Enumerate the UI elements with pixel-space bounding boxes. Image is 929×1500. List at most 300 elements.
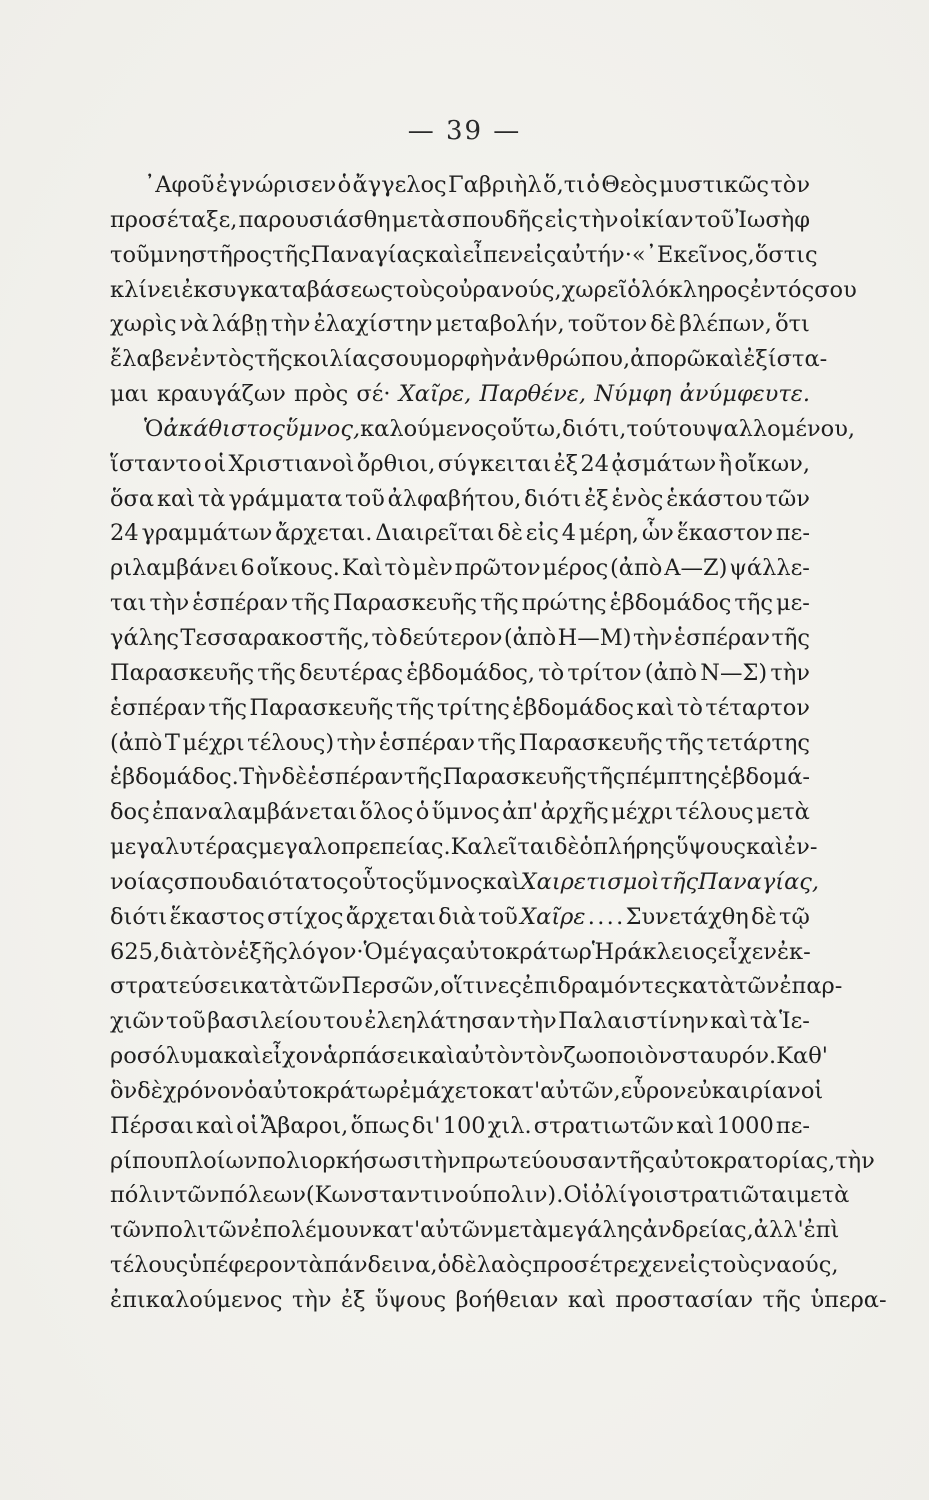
word: ἕκαστος (169, 903, 265, 930)
word: πλοίων (174, 1147, 258, 1174)
word: τὸ (538, 659, 565, 686)
italic-word: Χαῖρε, (398, 381, 472, 408)
word: 24 (110, 520, 139, 547)
word: δὲ (281, 764, 308, 791)
word: ὑπέφερον (188, 1252, 297, 1279)
word: τὸν (197, 938, 238, 965)
word: μέχρι (611, 799, 674, 826)
word: Η—Μ) (557, 624, 632, 651)
word: τῆς (291, 590, 330, 617)
word: Πέρσαι (110, 1112, 194, 1139)
body-text (110, 168, 887, 1318)
word: τῆς (254, 346, 293, 373)
word: μεγαλυτέρας (110, 834, 258, 861)
text-line (110, 865, 820, 900)
word: τῆς (616, 1147, 655, 1174)
word: «᾽Εκεῖνος, (631, 241, 755, 268)
word: ὁ (415, 799, 430, 826)
word: σέ· (356, 381, 391, 408)
word: αὐτῶν (420, 1217, 494, 1244)
word: ἑβδομάδος, (406, 659, 536, 686)
word: διότι (524, 485, 582, 512)
word: με- (776, 590, 810, 617)
word: μεγάλης (547, 1217, 643, 1244)
word: καὶ (482, 868, 521, 895)
word: Ν—Σ) (700, 659, 768, 686)
word: τὴν (770, 659, 810, 686)
text-line (110, 830, 818, 865)
word: μέγας (382, 938, 451, 965)
word: Παρασκευῆς (110, 659, 255, 686)
word: Παρασκευῆς (332, 590, 477, 617)
word: τῶν (735, 973, 780, 1000)
word: οἱ (236, 1112, 259, 1139)
word: λάβῃ (211, 311, 268, 338)
word: ὅλος (359, 799, 414, 826)
word: Χριστιανοὶ (228, 450, 355, 477)
word: 625, (110, 938, 161, 965)
word: . (597, 903, 605, 930)
word: παρουσιάσθη (238, 206, 391, 233)
text-line (110, 726, 810, 761)
word: ἐπὶ (803, 1217, 840, 1244)
word: Παλαιστίνην (558, 1008, 709, 1035)
word: εἶπεν (462, 241, 524, 268)
word: γραμμάτων (141, 520, 273, 547)
word: ὅ,τι (543, 172, 586, 198)
word: ἐξ (584, 485, 609, 512)
word: Καθ' (776, 1043, 828, 1070)
word: ἑβδομάδος (512, 694, 634, 721)
word: 24 (580, 450, 610, 477)
word: τρίτον (567, 659, 642, 686)
word: οὕτω, (496, 415, 563, 442)
word: γράμματα (228, 485, 343, 512)
word: πολιορκήσωσι (257, 1147, 422, 1174)
word: τοῦ (166, 1008, 206, 1035)
word: προσέταξε, (110, 206, 238, 233)
word: προστασίαν (615, 1287, 754, 1313)
word: σου (814, 276, 857, 303)
word: ἑσπέραν (110, 694, 206, 721)
word: καὶ (196, 1112, 235, 1139)
word: ἄρχεται. (275, 520, 373, 547)
word: ἀνθρώπου, (506, 346, 631, 373)
word: ὁλόκληρος (627, 276, 750, 303)
word: μαι (110, 381, 149, 408)
word: Ἡράκλειος (591, 938, 718, 965)
word: νοίας (110, 868, 174, 895)
word: σπουδαιότατος (173, 868, 349, 895)
word: (ἀπὸ (644, 659, 698, 686)
word: Διαιρεῖται (375, 520, 495, 547)
word: καλούμενος (360, 415, 497, 442)
word: Παρασκευῆς (249, 694, 394, 721)
word: Περσῶν, (341, 973, 441, 1000)
word: τῆς (734, 590, 773, 617)
text-line (110, 447, 810, 482)
word: μεγαλοπρεπείας. (258, 834, 451, 861)
word: τοῦ (478, 903, 518, 930)
word: δὲ (497, 520, 523, 547)
text-line (110, 691, 810, 726)
word: ροσόλυμα (110, 1043, 224, 1070)
word: ἐξίστα- (743, 346, 828, 373)
word: ρίπου (110, 1147, 175, 1174)
italic-word: Χαιρετισμοὶ (520, 868, 660, 895)
text-line (110, 551, 810, 586)
word: κραυγάζων (156, 381, 286, 408)
word: οἰκίαν (619, 206, 694, 233)
word: τοὺς (710, 1252, 763, 1279)
word: ἑσπέραν (378, 729, 475, 756)
word: ὁ (337, 172, 352, 198)
word: τὰ (197, 485, 226, 512)
word: τὰ (749, 1008, 778, 1035)
word: . (587, 903, 595, 930)
word: Γαβριὴλ (448, 172, 542, 198)
text-line (110, 900, 810, 935)
word: ψάλλε- (729, 555, 810, 582)
word: κοιλίας (292, 346, 381, 373)
word: αὐτοκρατορίας, (654, 1147, 836, 1174)
word: καὶ (705, 346, 744, 373)
word: ἀνδρείας, (642, 1217, 754, 1244)
word: δευτέρας (298, 659, 403, 686)
word: μνηστῆρος (149, 241, 273, 268)
text-line (110, 342, 828, 377)
word: Παρασκευῆς (518, 729, 663, 756)
word: τῆς (771, 624, 810, 651)
word: ὕψους (674, 834, 747, 861)
word: κατ' (372, 1217, 421, 1244)
word: ὅπως (350, 1112, 410, 1139)
italic-word: τῆς (659, 868, 699, 895)
word: διὰ (160, 938, 198, 965)
text-line (110, 586, 810, 621)
word: τὴν (517, 1008, 557, 1035)
word: τοῦ (345, 485, 385, 512)
word: ὅσα (110, 485, 155, 512)
italic-word: ἀνύμφευτε. (679, 381, 810, 408)
word: σταυρόν. (671, 1043, 777, 1070)
word: τὸ (384, 555, 411, 582)
word: ὁ (437, 1252, 452, 1279)
word: ριλαμβάνει (110, 555, 239, 582)
word: μετὰ (755, 799, 810, 826)
italic-word: Παναγίας, (698, 868, 820, 895)
word: τὸν (770, 172, 810, 198)
word: (Κωνσταντινούπολιν). (305, 1182, 564, 1209)
word: ἐπολέμουν (250, 1217, 373, 1244)
word: πέμπτης (625, 764, 721, 791)
word: πλήρης (593, 834, 675, 861)
word: χωρεῖ (561, 276, 628, 303)
word: εἶχον (261, 1043, 323, 1070)
word: Ἰωσὴφ (735, 206, 810, 233)
word: πρώτης (521, 590, 607, 617)
word: Παρασκευῆς (442, 764, 587, 791)
word: τῶν (110, 1217, 155, 1244)
word: μετὰ (493, 1217, 548, 1244)
text-line (110, 1109, 810, 1144)
word: τῆς (272, 241, 311, 268)
word: αὐτῶν, (540, 1077, 621, 1104)
word: διὰ (438, 903, 476, 930)
word: ἐγνώρισεν (215, 172, 337, 198)
word: ναούς, (762, 1252, 839, 1279)
text-line (110, 482, 810, 517)
word: εὐκαιρίαν (686, 1077, 801, 1104)
text-line (110, 935, 810, 970)
word: τὸ (371, 624, 398, 651)
word: διότι (110, 903, 168, 930)
word: Τ (164, 729, 180, 756)
word: τὴν (835, 1147, 875, 1174)
word: οἱ (203, 450, 227, 477)
word: στίχος (267, 903, 344, 930)
word: τούτου (626, 415, 706, 442)
word: μέρη, (578, 520, 639, 547)
word: χιῶν (110, 1008, 165, 1035)
text-line (110, 1178, 850, 1213)
word: πολιτῶν (154, 1217, 251, 1244)
word: ἑνὸς (611, 485, 664, 512)
text-line (110, 1039, 828, 1074)
word: αὐτήν· (556, 241, 632, 268)
text-line (110, 1074, 824, 1109)
word: Τὴν (239, 764, 282, 791)
word: μετὰ (391, 206, 446, 233)
word: (ἀπὸ (110, 729, 163, 756)
word: δὲ (751, 903, 777, 930)
word: τὴν (149, 590, 190, 617)
word: σύγκειται (437, 450, 552, 477)
word: Ἱε- (779, 1008, 810, 1035)
word: μυστικῶς (658, 172, 769, 198)
word: τοὺς (393, 276, 446, 303)
word: μορφὴν (422, 346, 507, 373)
word: ἕκαστον (676, 520, 774, 547)
word: Ὁ (144, 415, 164, 442)
word: ὄρθιοι, (356, 450, 436, 477)
text-line (110, 1248, 839, 1283)
word: αὐτοκράτωρ (257, 1077, 400, 1104)
word: οἴκων, (734, 450, 810, 477)
word: ὕψους (374, 1287, 447, 1313)
word: ἑβδομάδος (609, 590, 732, 617)
word: τὴν (336, 729, 377, 756)
word: (ἀπὸ (503, 624, 557, 651)
word: τὴν (421, 1147, 461, 1174)
word: βοήθειαν (455, 1287, 559, 1313)
word: ὁ (579, 834, 594, 861)
word: Συνετάχθη (625, 903, 749, 930)
word: οἴκους. (256, 555, 340, 582)
word: στρατιῶται (663, 1182, 796, 1209)
word: Καλεῖται (450, 834, 554, 861)
word: οὗτος (348, 868, 415, 895)
word: ἐξ (341, 1287, 366, 1313)
word: τὴν (632, 624, 673, 651)
word: ἑβδομά- (720, 764, 810, 791)
italic-word: ἀκάθιστος (163, 415, 285, 442)
word: ὕμνος (414, 868, 483, 895)
word: λαὸς (476, 1252, 533, 1279)
word: Ὁ (363, 938, 383, 965)
word: καὶ (676, 1112, 715, 1139)
word: καὶ (156, 485, 196, 512)
word: πρωτεύουσαν (460, 1147, 617, 1174)
word: χρόνον (162, 1077, 245, 1104)
word: τῆς (403, 764, 443, 791)
word: τοῦ (110, 241, 150, 268)
text-line (110, 273, 857, 308)
text-line (110, 1004, 810, 1039)
word: πάνδεινα, (323, 1252, 438, 1279)
word: ἑσπέραν (192, 590, 289, 617)
word: τὰ (296, 1252, 324, 1279)
text-line (110, 168, 810, 203)
word: Α—Ζ) (664, 555, 728, 582)
word: ἄγγελος (352, 172, 447, 198)
word: ἐντὸς (189, 346, 255, 373)
text-line (110, 795, 810, 830)
italic-word: Χαῖρε (520, 903, 586, 930)
word: ὁ (586, 172, 600, 198)
word: καὶ (567, 1287, 606, 1313)
word: τέλους) (247, 729, 335, 756)
word: ἑβδομάδος. (110, 764, 239, 791)
word: ἐπαρ- (779, 973, 843, 1000)
word: ἐξ (553, 450, 579, 477)
italic-word: ὕμνος, (284, 415, 361, 442)
word: μετὰ (795, 1182, 850, 1209)
word: ἐλεηλάτησαν (364, 1008, 516, 1035)
word: οἵτινες (440, 973, 522, 1000)
word: 6 (240, 555, 255, 582)
word: ἀλφαβήτου, (387, 485, 522, 512)
word: τὴν (578, 206, 619, 233)
text-line (110, 621, 810, 656)
word: ἑξῆς (237, 938, 288, 965)
word: Καὶ (341, 555, 383, 582)
word: τῶν (296, 973, 342, 1000)
word: διότι, (562, 415, 627, 442)
text-line (110, 969, 843, 1004)
word: Παναγίας (310, 241, 425, 268)
word: βασιλείου (207, 1008, 322, 1035)
word: πρῶτον (454, 555, 541, 582)
text-line (110, 307, 810, 342)
word: ὑπερα- (810, 1287, 887, 1313)
word: ὃν (110, 1077, 138, 1104)
word: ἐν- (784, 834, 818, 861)
word: 4 (561, 520, 577, 547)
word: δι' (411, 1112, 441, 1139)
italic-word: Παρθένε, (479, 381, 587, 408)
word: 1000 (716, 1112, 774, 1139)
word: ἑσπέραν (674, 624, 770, 651)
word: δὲ (553, 834, 580, 861)
word: τετάρτης (706, 729, 810, 756)
word: τοῦτον (567, 311, 648, 338)
text-line (110, 516, 810, 551)
word: (ἀπὸ (610, 555, 663, 582)
word: συγκαταβάσεως (207, 276, 394, 303)
word: ᾀσμάτων (611, 450, 717, 477)
word: στρατεύσει (110, 973, 240, 1000)
word: ἄρχεται (345, 903, 436, 930)
word: νὰ (179, 311, 209, 338)
word: τοῦ (694, 206, 735, 233)
word: βλέπων, (679, 311, 772, 338)
word: 100 (442, 1112, 486, 1139)
word: ὧν (641, 520, 674, 547)
word: ὁ (244, 1077, 258, 1104)
text-line (110, 1213, 840, 1248)
word: ἑσπέραν (307, 764, 404, 791)
word: ἐπαναλαμβάνεται (152, 799, 358, 826)
word: τῆς (395, 694, 435, 721)
word: ἀπορῶ (630, 346, 706, 373)
word: δος (110, 799, 150, 826)
word: εἰς (523, 241, 557, 268)
word: μεταβολήν, (435, 311, 565, 338)
word: αὐτὸν (455, 1043, 524, 1070)
word: ἀλλ' (753, 1217, 804, 1244)
word: σου (380, 346, 423, 373)
word: μέχρι (182, 729, 245, 756)
word: ὅτι (775, 311, 810, 338)
text-line (110, 760, 810, 795)
word: τὸ (676, 694, 703, 721)
word: τὸν (523, 1043, 564, 1070)
word: πρὸς (294, 381, 349, 408)
word: ἐλαχίστην (313, 311, 433, 338)
word: κατὰ (678, 973, 735, 1000)
word: τῆς (480, 590, 519, 617)
word: προσέτρεχεν (532, 1252, 678, 1279)
word: δεύτερον (398, 624, 503, 651)
word: τῆς (586, 764, 626, 791)
word: τῆς (208, 694, 247, 721)
italic-word: Νύμφη (594, 381, 672, 408)
word: οἱ (800, 1077, 824, 1104)
word: γάλης (110, 624, 179, 651)
word: εἰς (677, 1252, 711, 1279)
word: τρίτης (436, 694, 510, 721)
word: Ἄβαροι, (260, 1112, 349, 1139)
word: κατὰ (239, 973, 297, 1000)
word: τῆς (665, 729, 704, 756)
word: σπουδῆς (446, 206, 544, 233)
word: κατ' (492, 1077, 541, 1104)
word: δὲ (451, 1252, 477, 1279)
word: τὴν (270, 311, 311, 338)
word: Τεσσαρακοστῆς, (180, 624, 371, 651)
word: ὅστις (754, 241, 818, 268)
page-number: — 39 — (407, 116, 522, 146)
text-line (110, 377, 810, 412)
word: δὲ (650, 311, 676, 338)
word: καὶ (636, 694, 675, 721)
word: ἢ (718, 450, 733, 477)
text-line (110, 1144, 875, 1179)
word: χιλ. (487, 1112, 532, 1139)
word: πόλιν (110, 1182, 176, 1209)
word: Θεὸς (601, 172, 658, 198)
